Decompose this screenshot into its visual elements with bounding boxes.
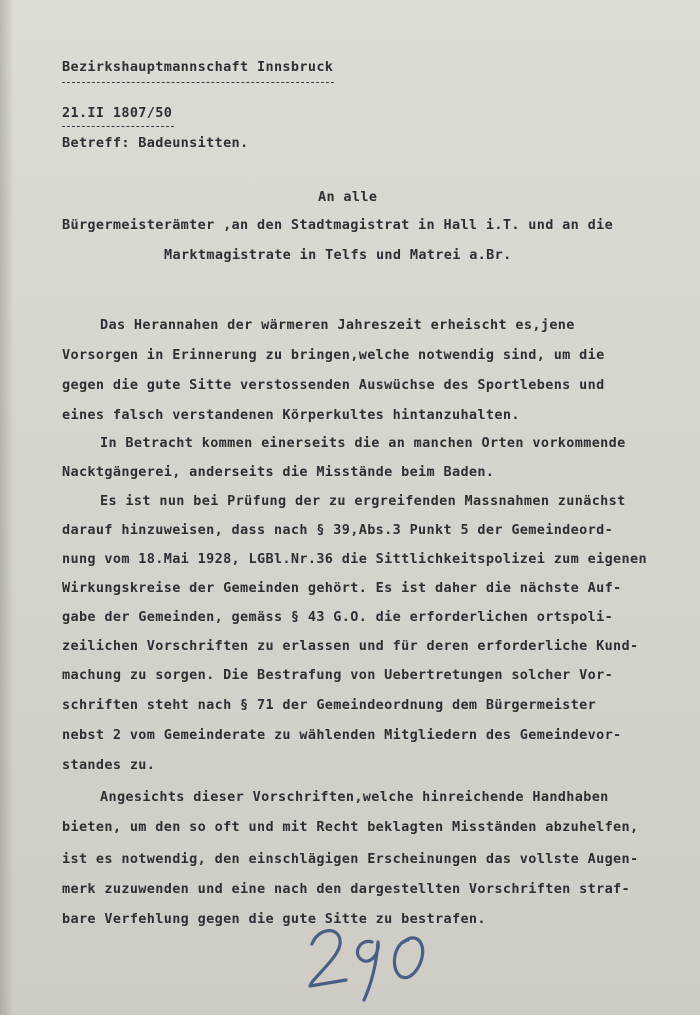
body-line: darauf hinzuweisen, dass nach § 39,Abs.3 Punkt 5 der Gemeindeord- [62, 522, 614, 538]
body-line: nung vom 18.Mai 1928, LGBl.Nr.36 die Sittlichkeitspolizei zum eigenen [62, 551, 647, 567]
recipients-line-1: Bürgermeisterämter ,an den Stadtmagistrat in Hall i.T. und an die [62, 217, 614, 233]
page-edge-shadow [0, 0, 14, 1015]
body-line: merk zuzuwenden und eine nach den dargestellten Vorschriften straf- [62, 881, 631, 897]
body-line: schriften steht nach § 71 der Gemeindeordnung dem Bürgermeister [62, 697, 597, 713]
body-line: standes zu. [62, 757, 156, 773]
reference-number: 21.II 1807/50 [62, 105, 173, 121]
body-line: bieten, um den so oft und mit Recht beklagten Misständen abzuhelfen, [62, 819, 639, 835]
body-line: Wirkungskreise der Gemeinden gehört. Es ist daher die nächste Auf- [62, 580, 622, 596]
handwritten-page-number [300, 920, 440, 1005]
body-line: machung zu sorgen. Die Bestrafung von Uebertretungen solcher Vor- [62, 667, 614, 683]
body-line: In Betracht kommen einerseits die an manchen Orten vorkommende [100, 435, 626, 451]
body-line: Es ist nun bei Prüfung der zu ergreifenden Massnahmen zunächst [100, 493, 626, 509]
office-name: Bezirkshauptmannschaft Innsbruck [62, 59, 334, 75]
body-line: Angesichts dieser Vorschriften,welche hinreichende Handhaben [100, 789, 609, 805]
body-line: ist es notwendig, den einschlägigen Erscheinungen das vollste Augen- [62, 851, 639, 867]
recipients-greeting: An alle [318, 189, 378, 205]
body-line: zeilichen Vorschriften zu erlassen und für deren erforderliche Kund- [62, 638, 639, 654]
office-underline [62, 82, 334, 83]
recipients-line-2: Marktmagistrate in Telfs und Matrei a.Br. [164, 247, 512, 263]
subject-line: Betreff: Badeunsitten. [62, 135, 249, 151]
body-line: Nacktgängerei, anderseits die Misstände beim Baden. [62, 464, 495, 480]
body-line: bare Verfehlung gegen die gute Sitte zu bestrafen. [62, 911, 486, 927]
body-line: gegen die gute Sitte verstossenden Auswüchse des Sportlebens und [62, 377, 605, 393]
body-line: Das Herannahen der wärmeren Jahreszeit erheischt es,jene [100, 317, 575, 333]
body-line: Vorsorgen in Erinnerung zu bringen,welche notwendig sind, um die [62, 347, 605, 363]
reference-underline [62, 126, 174, 127]
body-line: gabe der Gemeinden, gemäss § 43 G.O. die erforderlichen ortspoli- [62, 609, 614, 625]
body-line: nebst 2 vom Gemeinderate zu wählenden Mitgliedern des Gemeindevor- [62, 727, 622, 743]
body-line: eines falsch verstandenen Körperkultes hintanzuhalten. [62, 407, 520, 423]
handwritten-number-drawing [300, 920, 440, 1005]
